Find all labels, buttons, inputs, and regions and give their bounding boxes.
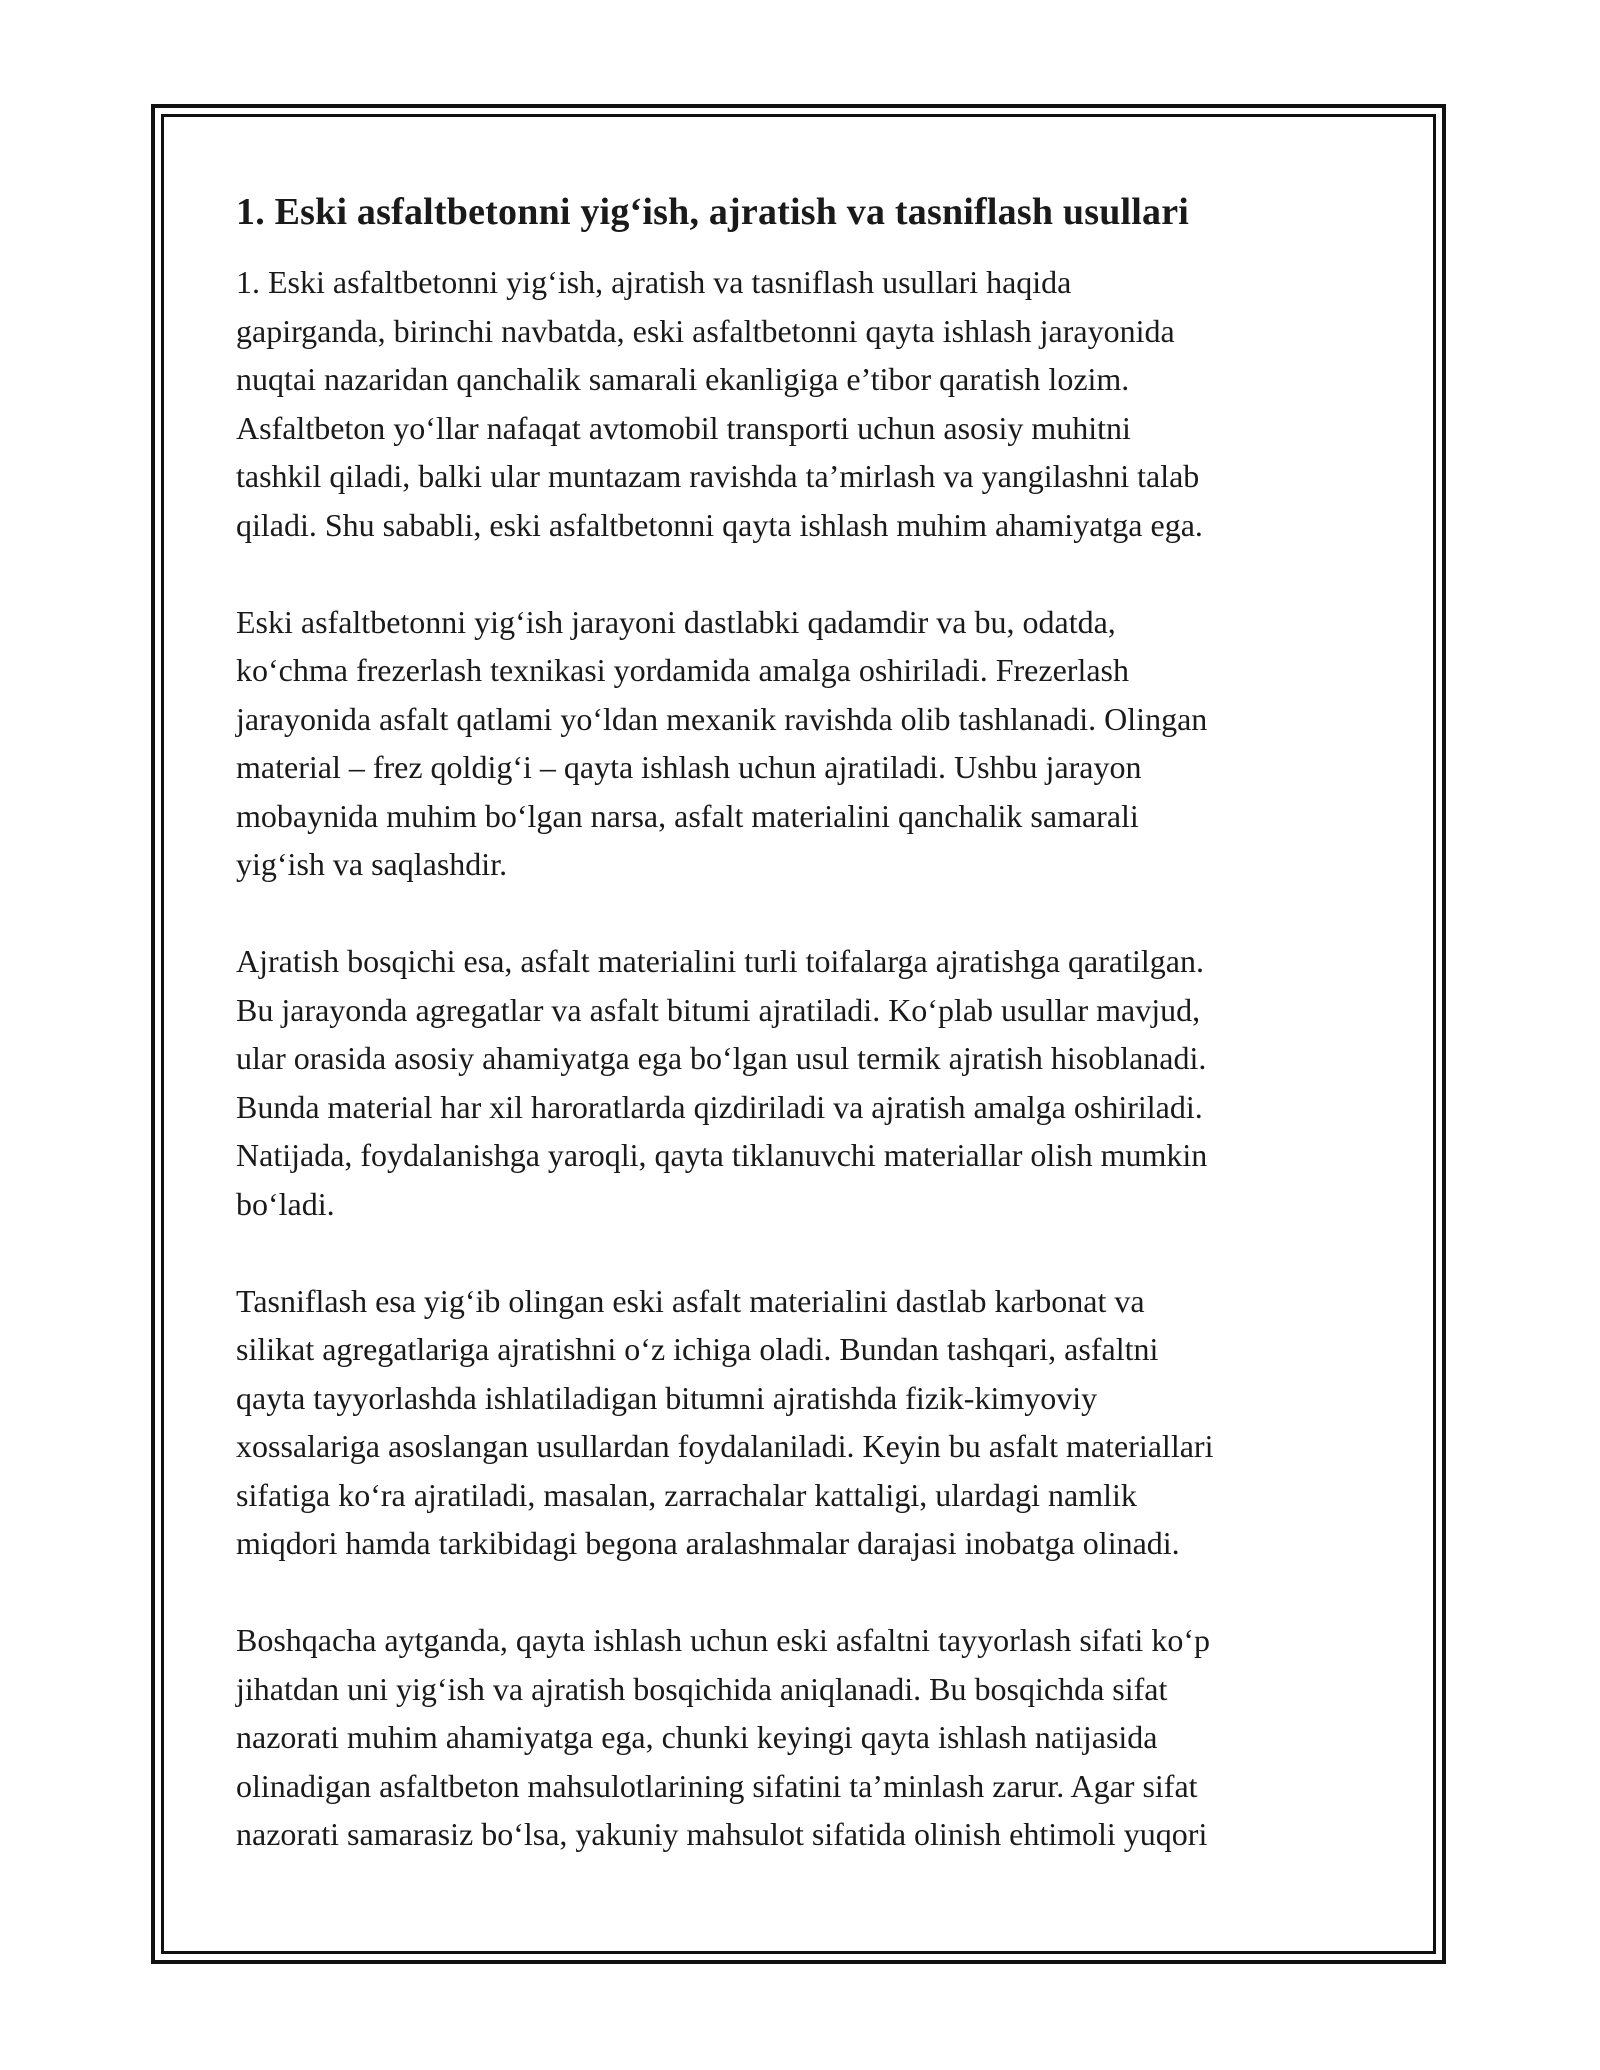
text-line: ko‘chma frezerlash texnikasi yordamida amalga oshiriladi. Frezerlash — [236, 652, 1129, 688]
text-line: material – frez qoldig‘i – qayta ishlash uchun ajratiladi. Ushbu jarayon — [236, 749, 1142, 785]
text-line: nazorati samarasiz bo‘lsa, yakuniy mahsulot sifatida olinish ehtimoli yuqori — [236, 1816, 1208, 1852]
text-line: sifatiga ko‘ra ajratiladi, masalan, zarrachalar kattaligi, ulardagi namlik — [236, 1476, 1137, 1513]
paragraph-3 — [236, 937, 1366, 1228]
document-body — [236, 180, 1366, 1907]
text-line: Boshqacha aytganda, qayta ishlash uchun eski asfaltni tayyorlash sifati ko‘p — [236, 1622, 1210, 1658]
text-line: xossalariga asoslangan usullardan foydalaniladi. Keyin bu asfalt materiallari — [236, 1428, 1214, 1464]
text-line: bo‘ladi. — [236, 1185, 335, 1222]
section-heading: 1. Eski asfaltbetonni yig‘ish, ajratish va tasniflash usullari — [236, 191, 1190, 233]
text-line: miqdori hamda tarkibidagi begona aralashmalar darajasi inobatga olinadi. — [236, 1525, 1180, 1561]
text-line: mobaynida muhim bo‘lgan narsa, asfalt materialini qanchalik samarali — [236, 797, 1139, 834]
text-line: Asfaltbeton yo‘llar nafaqat avtomobil transporti uchun asosiy muhitni — [236, 409, 1131, 446]
text-line: jarayonida asfalt qatlami yo‘ldan mexanik ravishda olib tashlanadi. Olingan — [236, 700, 1208, 737]
text-line: jihatdan uni yig‘ish va ajratish bosqichida aniqlanadi. Bu bosqichda sifat — [236, 1670, 1168, 1707]
paragraph-1 — [236, 258, 1366, 549]
paragraph-4 — [236, 1277, 1366, 1568]
text-line: 1. Eski asfaltbetonni yig‘ish, ajratish va tasniflash usullari haqida — [236, 264, 1072, 300]
text-line: Bunda material har xil haroratlarda qizdiriladi va ajratish amalga oshiriladi. — [236, 1088, 1203, 1125]
paragraph-5 — [236, 1616, 1366, 1859]
text-line: yig‘ish va saqlashdir. — [236, 846, 508, 882]
paragraph-2 — [236, 598, 1366, 889]
text-line: Bu jarayonda agregatlar va asfalt bitumi ajratiladi. Ko‘plab usullar mavjud, — [236, 991, 1201, 1028]
text-line: silikat agregatlariga ajratishni o‘z ichiga oladi. Bundan tashqari, asfaltni — [236, 1331, 1159, 1367]
text-line: tashkil qiladi, balki ular muntazam ravishda ta’mirlash va yangilashni talab — [236, 458, 1200, 494]
text-line: Eski asfaltbetonni yig‘ish jarayoni dastlabki qadamdir va bu, odatda, — [236, 603, 1116, 640]
text-line: Natijada, foydalanishga yaroqli, qayta tiklanuvchi materiallar olish mumkin — [236, 1137, 1208, 1173]
text-line: nuqtai nazaridan qanchalik samarali ekanligiga e’tibor qaratish lozim. — [236, 361, 1130, 397]
text-line: Ajratish bosqichi esa, asfalt materialini turli toifalarga ajratishga qaratilgan. — [236, 943, 1204, 979]
text-line: gapirganda, birinchi navbatda, eski asfaltbetonni qayta ishlash jarayonida — [236, 312, 1175, 349]
text-line: olinadigan asfaltbeton mahsulotlarining sifatini ta’minlash zarur. Agar sifat — [236, 1767, 1198, 1804]
text-line: qiladi. Shu sababli, eski asfaltbetonni qayta ishlash muhim ahamiyatga ega. — [236, 506, 1203, 543]
text-line: nazorati muhim ahamiyatga ega, chunki keyingi qayta ishlash natijasida — [236, 1719, 1158, 1755]
text-line: Tasniflash esa yig‘ib olingan eski asfalt materialini dastlab karbonat va — [236, 1282, 1145, 1319]
text-line: ular orasida asosiy ahamiyatga ega bo‘lgan usul termik ajratish hisoblanadi. — [236, 1040, 1207, 1076]
text-line: qayta tayyorlashda ishlatiladigan bitumni ajratishda fizik-kimyoviy — [236, 1379, 1098, 1416]
